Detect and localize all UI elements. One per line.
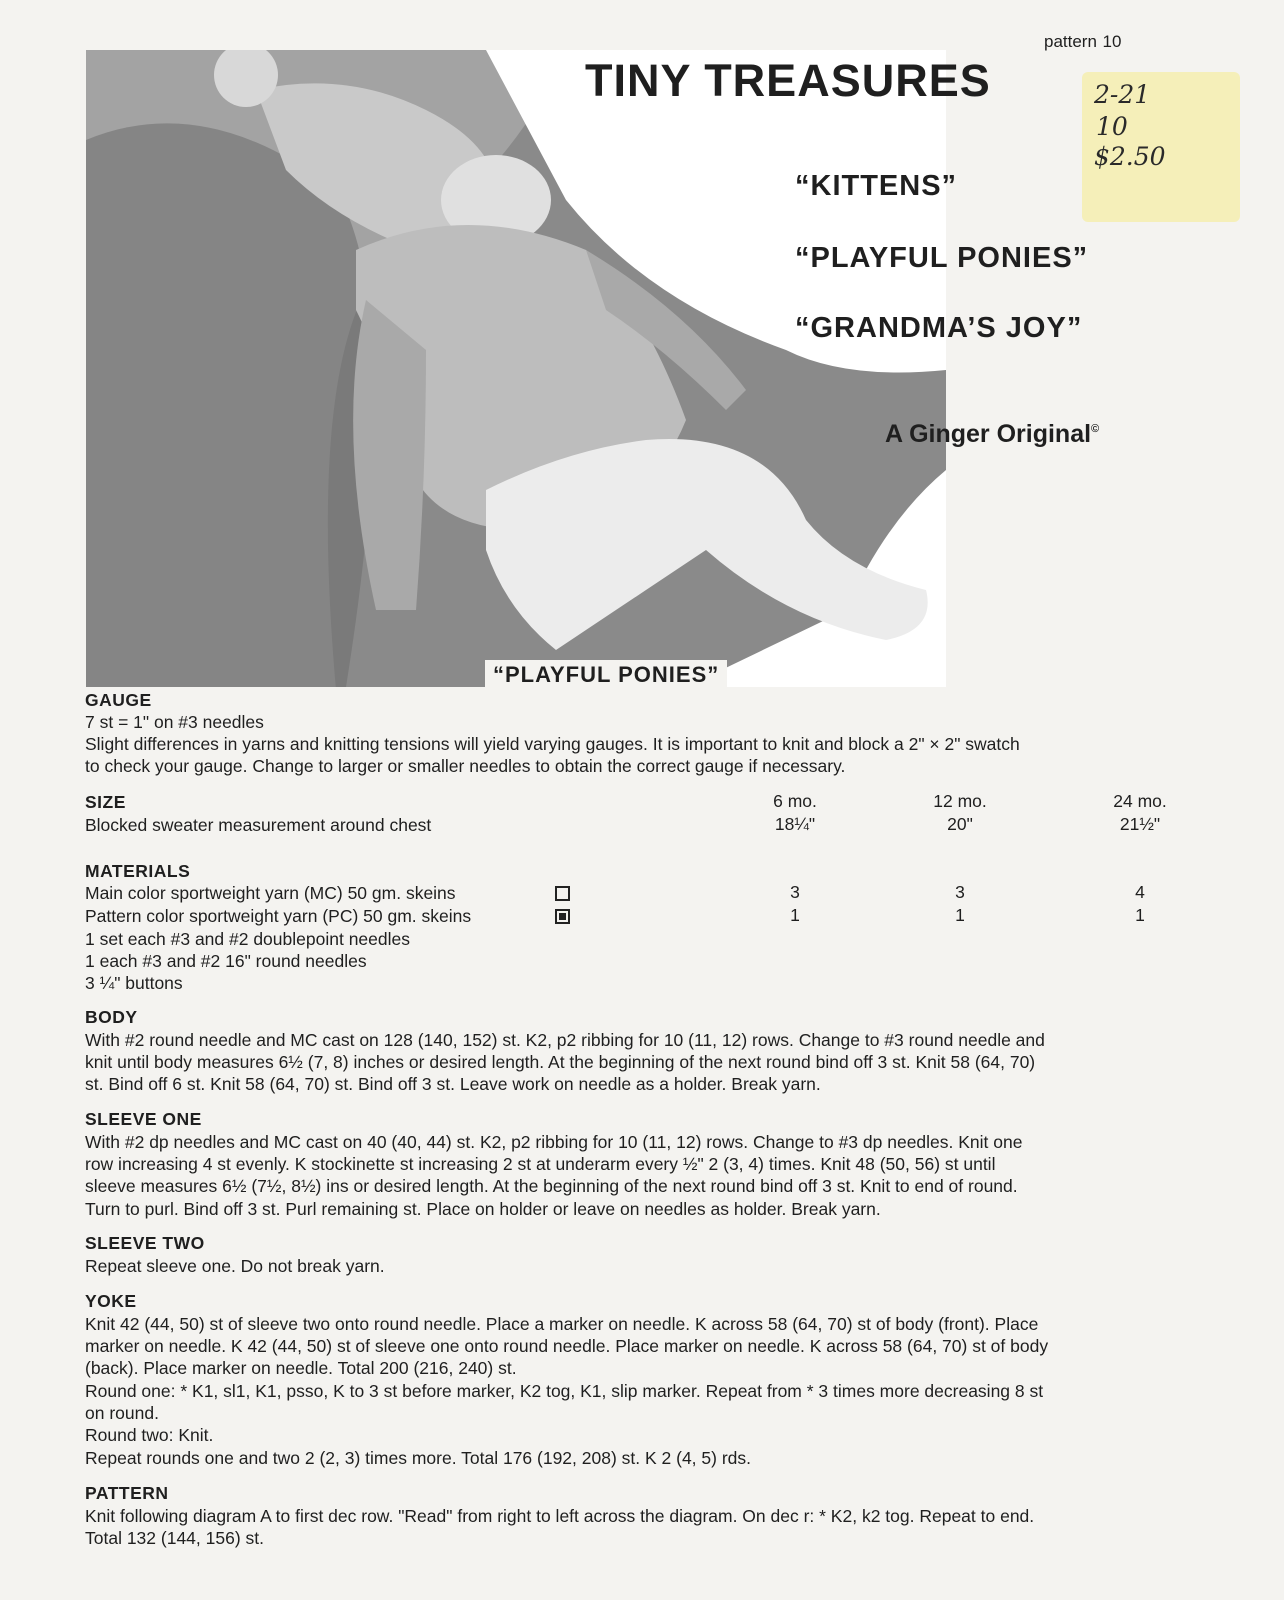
materials-item-4: 1 each #3 and #2 16" round needles <box>85 951 367 971</box>
sleeve-one-line-2: row increasing 4 st evenly. K stockinette st increasing 2 st at underarm every ½" 2 (3, 4) times. Knit 48 (50, 56) st until <box>85 1154 996 1174</box>
mc-count-12mo: 3 <box>955 882 965 902</box>
pattern-label: pattern <box>1044 32 1097 51</box>
subtitle-grandmas-joy: “GRANDMA’S JOY” <box>795 312 1083 344</box>
sticker-line-2: 10 <box>1096 112 1128 141</box>
photo-illustration <box>86 50 946 687</box>
pc-count-12mo: 1 <box>955 905 965 925</box>
materials-item-5: 3 ¼" buttons <box>85 973 183 993</box>
materials-mc: Main color sportweight yarn (MC) 50 gm. skeins <box>85 883 456 903</box>
yoke-line-1: Knit 42 (44, 50) st of sleeve two onto round needle. Place a marker on needle. K across 58 (64, 70) st of body (front). Place <box>85 1314 1039 1334</box>
sleeve-one-heading: SLEEVE ONE <box>85 1109 202 1129</box>
page-title: TINY TREASURES <box>585 55 991 106</box>
mc-count-24mo: 4 <box>1135 882 1145 902</box>
mc-count-6mo: 3 <box>790 882 800 902</box>
size-row-label: Blocked sweater measurement around chest <box>85 815 432 835</box>
materials-heading: MATERIALS <box>85 861 191 881</box>
measurement-6mo: 18¼" <box>774 814 816 834</box>
sleeve-one-line-4: Turn to purl. Bind off 3 st. Purl remaining st. Place on holder or leave on needles as holder. Break yarn. <box>85 1199 881 1219</box>
yoke-line-3: (back). Place marker on needle. Total 200 (216, 240) st. <box>85 1358 517 1378</box>
pattern-line-2: Total 132 (144, 156) st. <box>85 1528 264 1548</box>
photo-caption: “PLAYFUL PONIES” <box>485 660 727 688</box>
measurement-12mo: 20" <box>947 814 973 834</box>
body-line-3: st. Bind off 6 st. Knit 58 (64, 70) st. Bind off 3 st. Leave work on needle as a holder. Break yarn. <box>85 1074 821 1094</box>
yoke-heading: YOKE <box>85 1291 137 1311</box>
gauge-line-1: 7 st = 1" on #3 needles <box>85 712 264 732</box>
size-12mo: 12 mo. <box>933 791 987 811</box>
pattern-number-label <box>1044 30 1121 53</box>
brand-line <box>885 420 1099 449</box>
body-line-2: knit until body measures 6½ (7, 8) inches or desired length. At the beginning of the next round bind off 3 st. Knit 58 (64, 70) <box>85 1052 1036 1072</box>
gauge-heading: GAUGE <box>85 690 152 710</box>
gauge-line-2: Slight differences in yarns and knitting tensions will yield varying gauges. It is important to knit and block a 2" × 2" swatch <box>85 734 1020 754</box>
yoke-line-7: Repeat rounds one and two 2 (2, 3) times more. Total 176 (192, 208) st. K 2 (4, 5) rds. <box>85 1448 751 1468</box>
brand-text: A Ginger Original <box>885 420 1092 448</box>
subtitle-playful-ponies: “PLAYFUL PONIES” <box>795 242 1089 274</box>
materials-pc: Pattern color sportweight yarn (PC) 50 gm. skeins <box>85 906 472 926</box>
body-heading: BODY <box>85 1007 138 1027</box>
sleeve-two-heading: SLEEVE TWO <box>85 1233 205 1253</box>
gauge-line-3: to check your gauge. Change to larger or smaller needles to obtain the correct gauge if necessary. <box>85 756 846 776</box>
yoke-line-5: on round. <box>85 1403 159 1423</box>
yoke-line-2: marker on needle. K 42 (44, 50) st of sleeve one onto round needle. Place marker on needle. K across 58 (64, 70) st of body <box>85 1336 1049 1356</box>
pattern-heading: PATTERN <box>85 1483 169 1503</box>
baby-photo <box>86 50 946 687</box>
yoke-line-4: Round one: * K1, sl1, K1, psso, K to 3 st before marker, K2 tog, K1, slip marker. Repeat from * 3 times more decreasing 8 st <box>85 1381 1044 1401</box>
pc-count-24mo: 1 <box>1135 905 1145 925</box>
subtitle-kittens: “KITTENS” <box>795 170 958 202</box>
sleeve-one-line-3: sleeve measures 6½ (7½, 8½) ins or desired length. At the beginning of the next round bind off 3 st. Knit to end of round. <box>85 1176 1018 1196</box>
sticker-line-1: 2-21 <box>1094 80 1151 109</box>
size-heading: SIZE <box>85 792 126 812</box>
sticker-price: $2.50 <box>1094 142 1166 171</box>
price-sticker <box>1082 72 1240 222</box>
sleeve-two-line-1: Repeat sleeve one. Do not break yarn. <box>85 1256 385 1276</box>
mc-symbol-icon <box>555 886 570 901</box>
size-24mo: 24 mo. <box>1113 791 1167 811</box>
materials-item-3: 1 set each #3 and #2 doublepoint needles <box>85 929 410 949</box>
body-line-1: With #2 round needle and MC cast on 128 (140, 152) st. K2, p2 ribbing for 10 (11, 12) rows. Change to #3 round needle and <box>85 1030 1045 1050</box>
yoke-line-6: Round two: Knit. <box>85 1425 214 1445</box>
sleeve-one-line-1: With #2 dp needles and MC cast on 40 (40, 44) st. K2, p2 ribbing for 10 (11, 12) rows. Change to #3 dp needles. Knit one <box>85 1132 1023 1152</box>
pc-count-6mo: 1 <box>790 905 800 925</box>
pattern-line-1: Knit following diagram A to first dec row. "Read" from right to left across the diagram. On dec r: * K2, k2 tog. Repeat to end. <box>85 1506 1035 1526</box>
copyright-mark: © <box>1091 423 1100 435</box>
measurement-24mo: 21½" <box>1119 814 1161 834</box>
pattern-number: 10 <box>1102 32 1122 51</box>
size-6mo: 6 mo. <box>773 791 817 811</box>
pc-symbol-icon <box>555 909 570 924</box>
